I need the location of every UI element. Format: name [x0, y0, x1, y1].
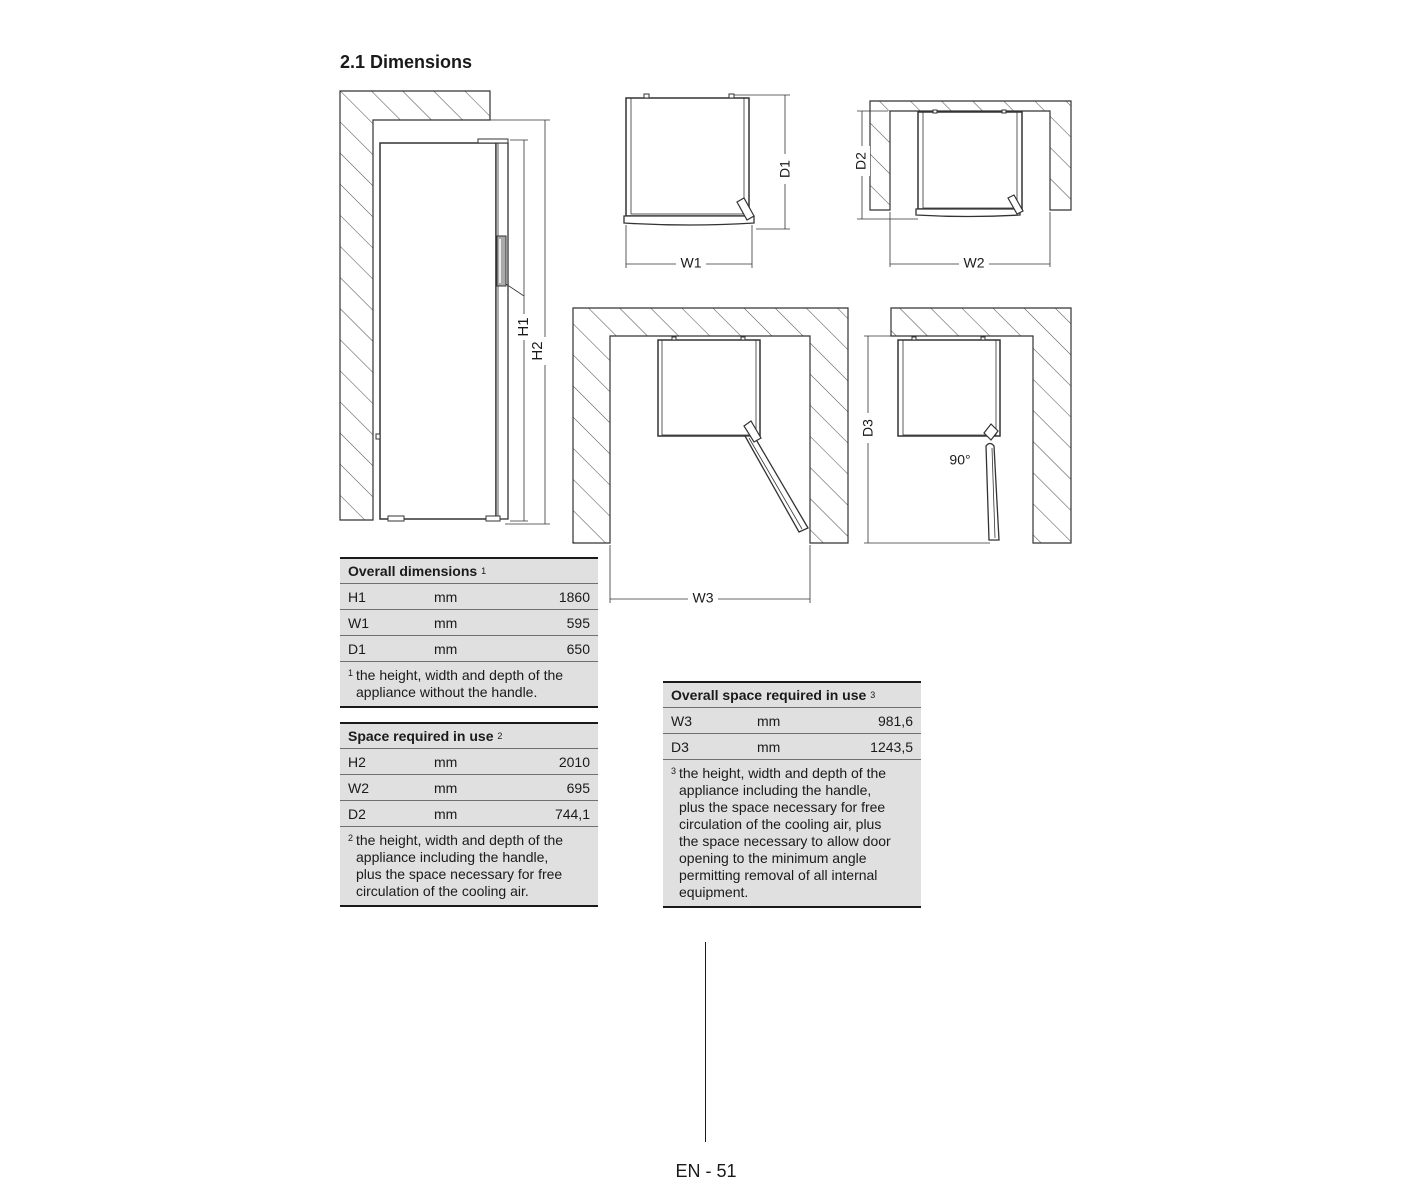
table-row [663, 733, 921, 759]
dimension-name: W1 [348, 614, 369, 631]
w1-label: W1 [680, 254, 702, 271]
table-row [340, 583, 598, 609]
dimension-name: D3 [671, 738, 689, 755]
section-title: 2.1 Dimensions [340, 52, 473, 72]
dimension-unit: mm [434, 779, 458, 796]
table-row [663, 707, 921, 733]
page-number: EN - 51 [675, 1161, 737, 1181]
table-title: Space required in use [348, 728, 494, 744]
table-title: Overall dimensions [348, 563, 478, 579]
table-row [340, 609, 598, 635]
overall-dimensions-table [340, 557, 598, 708]
top-view-w2-d2 [852, 101, 1071, 274]
h2-label: H2 [528, 341, 546, 361]
table-header [340, 724, 598, 748]
table-footnote [340, 661, 598, 706]
footnote-number: 2 [348, 833, 354, 843]
dimension-unit: mm [434, 805, 458, 822]
h1-label: H1 [514, 317, 532, 337]
footnote-ref: 2 [497, 731, 503, 741]
dimension-value: 1243,5 [870, 738, 913, 755]
table-footnote [663, 759, 921, 906]
dimension-name: H2 [348, 753, 366, 770]
table-title: Overall space required in use [671, 687, 867, 703]
footnote-text: the height, width and depth of the appliance including the handle, plus the space necessary for free circulation of the cooling air, plus the space necessary to allow door opening to the minimum angle permitting removal of all internal equipment. [679, 765, 891, 900]
table-row [340, 800, 598, 826]
dimension-name: W2 [348, 779, 369, 796]
table-header [340, 559, 598, 583]
dimension-unit: mm [757, 712, 781, 729]
dimension-unit: mm [434, 753, 458, 770]
overall-space-required-table [663, 681, 921, 908]
d1-label: D1 [776, 160, 793, 178]
table-footnote [340, 826, 598, 905]
dimension-value: 1860 [558, 588, 590, 605]
dimension-value: 2010 [558, 753, 590, 770]
footnote-text: the height, width and depth of the appliance without the handle. [356, 667, 564, 700]
dimension-unit: mm [757, 738, 781, 755]
dimension-name: D2 [348, 805, 366, 822]
footnote-number: 3 [671, 766, 677, 776]
dimension-unit: mm [434, 640, 458, 657]
footnote-number: 1 [348, 668, 354, 678]
dimension-value: 981,6 [877, 712, 913, 729]
dimension-name: W3 [671, 712, 692, 729]
footnote-ref: 3 [870, 690, 876, 700]
footnote-text: the height, width and depth of the appliance including the handle, plus the space necessary for free circulation of the cooling air. [356, 832, 564, 899]
dimension-value: 650 [566, 640, 590, 657]
dimension-unit: mm [434, 588, 458, 605]
dimension-name: D1 [348, 640, 366, 657]
angle-label: 90° [949, 451, 971, 468]
footnote-ref: 1 [481, 566, 487, 576]
top-view-w1-d1 [624, 94, 794, 274]
dimension-name: H1 [348, 588, 366, 605]
table-row [340, 748, 598, 774]
d2-label: D2 [852, 152, 869, 170]
open-door-view-d3 [858, 308, 1071, 543]
table-row [340, 774, 598, 800]
w3-label: W3 [692, 589, 714, 606]
dimension-value: 695 [566, 779, 590, 796]
dimension-value: 744,1 [554, 805, 590, 822]
dimension-unit: mm [434, 614, 458, 631]
column-divider [705, 942, 706, 1142]
open-door-view-w3 [573, 308, 848, 609]
table-row [340, 635, 598, 661]
side-view-diagram [340, 91, 550, 524]
table-header [663, 683, 921, 707]
w2-label: W2 [963, 254, 985, 271]
dimension-value: 595 [566, 614, 590, 631]
space-required-table [340, 722, 598, 907]
d3-label: D3 [859, 419, 876, 437]
